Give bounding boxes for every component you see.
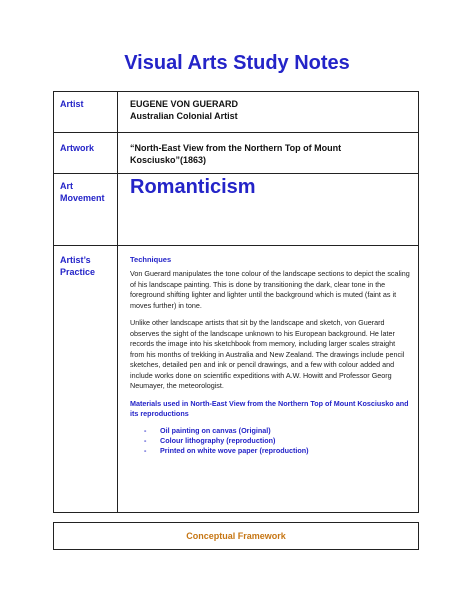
conceptual-framework-heading: Conceptual Framework [53,522,419,550]
page-title: Visual Arts Study Notes [124,52,350,74]
artist-label: Artist [60,99,84,109]
materials-list [130,426,410,456]
list-item: - Colour lithography (reproduction) [144,435,276,445]
artwork-title-line2: Kosciusko”(1863) [130,155,207,165]
list-item: - Printed on white wove paper (reproduction) [144,445,309,455]
artwork-row [54,133,419,174]
movement-label-line2: Movement [60,193,105,203]
practice-row [54,246,419,513]
list-item: - Oil painting on canvas (Original) [144,425,271,435]
study-notes-table [53,91,419,513]
artwork-title-line1: “North-East View from the Northern Top of Mount [130,143,342,153]
movement-label-line1: Art [60,181,73,191]
artist-name: EUGENE VON GUERARD [130,99,239,109]
techniques-heading: Techniques [130,255,172,264]
techniques-paragraph-1: Von Guerard manipulates the tone colour of the landscape sections to depict the scaling of his landscape painting. This is done by transitioning the dark, clear tone in the foreground shifting lighter and lighter until the background which is muted (faint as it moves further) in tone. [130,269,410,310]
movement-value: Romanticism [130,176,256,198]
movement-row [54,174,419,246]
practice-label-line2: Practice [60,267,96,277]
materials-heading: Materials used in North-East View from the Northern Top of Mount Kosciusko and its reproductions [130,398,409,418]
artist-description: Australian Colonial Artist [130,111,238,121]
practice-content [118,246,418,456]
practice-label-line1: Artist’s [60,255,91,265]
artwork-label: Artwork [60,143,95,153]
artist-row [54,92,419,133]
techniques-paragraph-2: Unlike other landscape artists that sit by the landscape and sketch, von Guerard observes the sight of the landscape unknown to his European background. He later records the image into his sketchbook from memory, including larger scales straight from his months of trekking in Australia and New Zealand. The drawings include pencil sketches, detailed pen and ink or pencil drawings, and a few with colour added and include works done on scientific expeditions with A.W. Howitt and Professor Georg Neumayer, the meteorologist. [130,318,405,390]
